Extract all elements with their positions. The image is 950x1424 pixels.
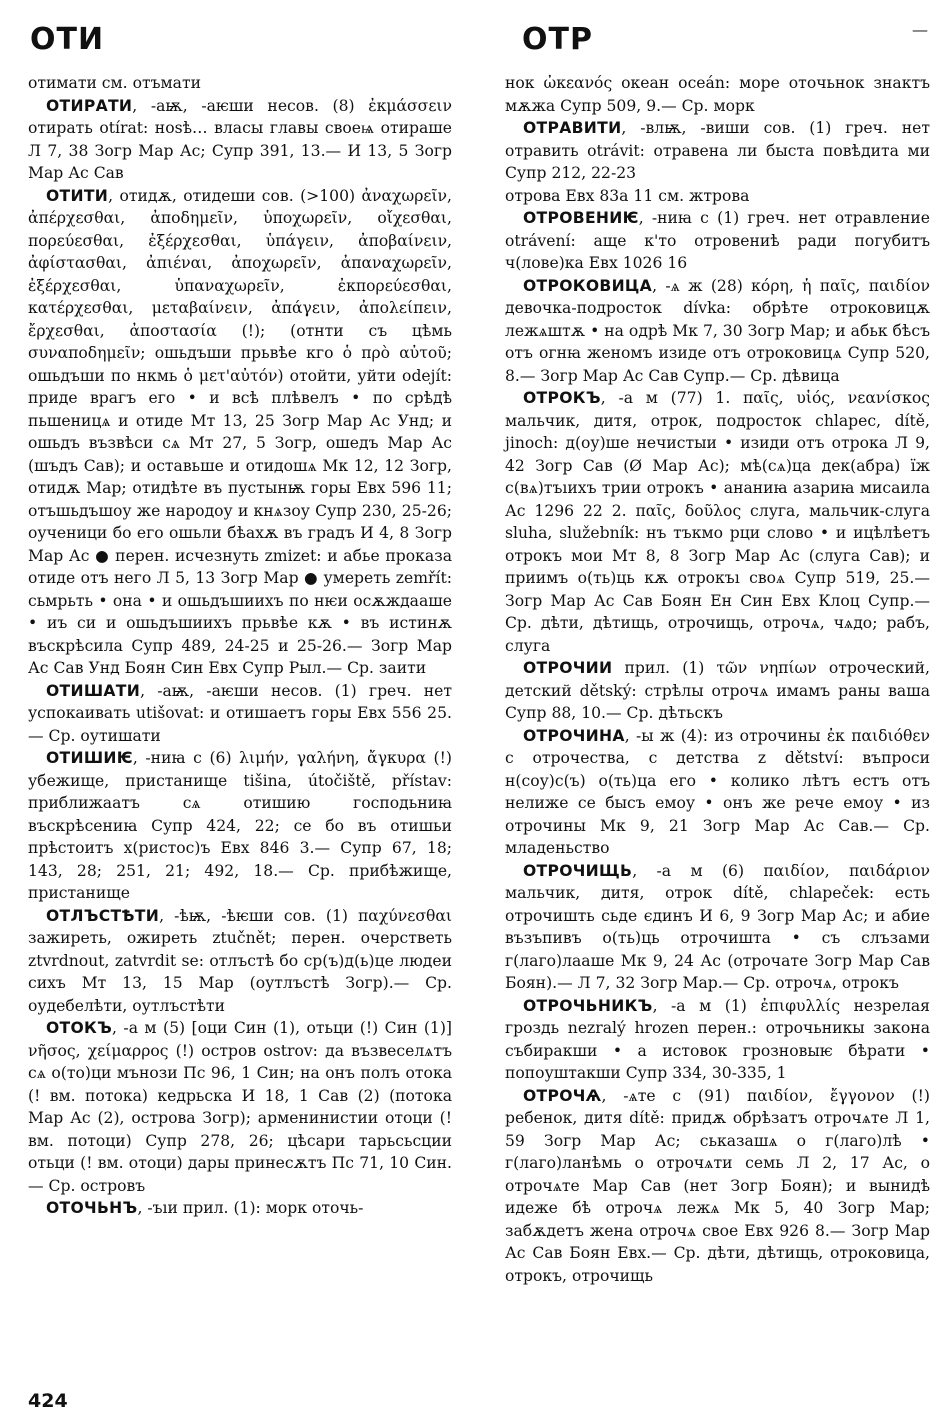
entry-body: , -ѧ ж (28) κόρη, ἡ παῖς, παιδίον девочка-подросток dívka: обрѣте отроковицѫ лежѧштѫ • на одрѣ Мк 7, 30 Зогр Мар; и абьк бѣсъ отъ огнꙗ женомъ изиде отъ отроковицѧ Супр 520, 8.— Зогр Мар Ас Сав Супр.— Ср. дѣвица xyxy=(505,276,930,385)
dictionary-entry xyxy=(505,995,930,1085)
entry-headword: ОТИШАТИ xyxy=(46,681,141,700)
entry-headword: ОТИРАТИ xyxy=(46,96,133,115)
entry-headword: ОТРОЧѦ xyxy=(523,1086,602,1105)
entry-headword: ОТОКЪ xyxy=(46,1019,113,1037)
dictionary-entry xyxy=(505,860,930,995)
entry-headword: ОТРОЧИНА xyxy=(523,726,625,745)
dictionary-entry xyxy=(505,725,930,860)
dictionary-entry xyxy=(505,1085,930,1288)
entry-body: , -ы ж (4): из отрочины ἐκ παιδιόθεν с отрочества, с детства z dětství: въпроси н(соу)с(ъ) о(ть)ца его • колико лѣтъ естъ отъ нелиже се бысъ емоу • онъ же рече емоу • из отрочины Мк 9, 21 Зогр Мар Ас Сав.— Ср. младеньство xyxy=(505,726,930,857)
dictionary-entry xyxy=(28,905,452,1018)
dictionary-entry xyxy=(505,657,930,725)
entry-headword: ОТРОЧЬНИКЪ xyxy=(523,996,653,1015)
dictionary-entry xyxy=(505,185,930,208)
running-head-right: ОТР xyxy=(522,22,593,57)
entry-headword: ОТРОЧИИ xyxy=(523,659,613,677)
dictionary-entry xyxy=(505,72,930,117)
dictionary-entry xyxy=(28,95,452,185)
running-head-left: ОТИ xyxy=(30,22,105,57)
entry-headword: ОТИТИ xyxy=(46,186,109,205)
dictionary-entry xyxy=(505,117,930,185)
entry-body: прил. (1) τῶν νηπίων отроческий, детский dětský: стрѣлы отрочѧ имамъ раны ваша Супр 88, 10.— Ср. дѣтьскъ xyxy=(505,659,930,722)
entry-headword: ОТИШИѤ xyxy=(46,749,133,767)
right-column xyxy=(505,72,930,1287)
entry-body: , -а м (1) ἐπιφυλλίς незрелая гроздь nezralý hrozen перен.: отрочьникы закона събиракши • а истовок грозновыѥ бѣрати • попоуштакши Супр 334, 30-335, 1 xyxy=(505,996,930,1082)
page-number: 424 xyxy=(28,1390,68,1412)
dictionary-entry xyxy=(505,387,930,657)
entry-body: , -ѣѭ, -ѣѥши сов. (1) παχύνεσθαι зажиреть, ожиреть ztučnět; перен. очерстветь ztvrdnout, zatvrdit se: отлъстѣ бо ср(ъ)д(ь)це людеи сихъ Мт 13, 15 Мар (оутлъстѣ Зогр).— Ср. оудебелѣти, оутлъстѣти xyxy=(28,906,452,1015)
dictionary-entry xyxy=(505,207,930,275)
entry-headword: ОТЛЪСТѢТИ xyxy=(46,906,160,925)
dictionary-entry xyxy=(28,1017,452,1197)
entry-body: отимати см. отъмати xyxy=(28,74,201,92)
entry-body: , -аѭ, -аѥши несов. (8) ἐκμάσσειν отирать otírat: ноѕѣ… власы главы своеѩ отираше Л 7, 38 Зогр Мар Ас; Супр 391, 13.— И 13, 5 Зогр Мар Ас Сав xyxy=(28,96,452,182)
entry-body: , -а м (5) [оци Син (1), отьци (!) Син (1)] νῆσος, χείμαρρος (!) остров ostrov: да възвеселѧтъ сѧ о(то)ци мънози Пс 96, 1 Син; на онъ полъ отока (! вм. потока) кедрьска И 18, 1 Сав (2) (потока Мар Ас (2), острова Зогр); арменинистии отоци (! вм. потоци) Супр 278, 26; цѣсари тарьсьсции отьци (! вм. отоци) дары принесѫтъ Пс 71, 10 Син.— Ср. островъ xyxy=(28,1019,452,1195)
entry-body: , -влѭ, -виши сов. (1) греч. нет отравить otrávit: отравена ли быста повѣдита ми Супр 212, 22-23 xyxy=(505,119,930,182)
entry-body: , -ѧте с (91) παιδίον, ἔγγονον (!) ребенок, дитя dítě: придѫ обрѣзатъ отрочѧте Л 1, 59 Зогр Мар Ас; ськазашѧ о г(лаго)лѣ • г(лаго)ланѣмь о отрочѧти семь Л 2, 17 Ас, о отрочѧте Мар Сав (нет Зогр Боян); и вынидѣ идеже бѣ отрочѧ лежѧ Мк 5, 40 Зогр Мар; забѫдетъ жена отрочѧ свое Евх 926 8.— Зогр Мар Ас Сав Боян Евх.— Ср. дѣти, дѣтищь, отроковица, отрокъ, отрочищь xyxy=(505,1086,930,1285)
entry-body: , отидѫ, отидеши сов. (>100) ἀναχωρεῖν, ἀπέρχεσθαι, ἀποδημεῖν, ὑποχωρεῖν, οἴχεσθαι, πορεύεσθαι, ἐξέρχεσθαι, ὑπάγειν, ἀποβαίνειν, ἀφίστασθαι, ἀπιέναι, ἀποχωρεῖν, ἀπαναχωρεῖν, ἐξέρχεσθαι, ὑπαναχωρεῖν, ἐκπορεύεσθαι, κατέρχεσθαι, μεταβαίνειν, ἀπάγειν, ἀπολείπειν, ἔρχεσθαι, ἀποστασία (!); (отнти съ цѣмь συναποδημεῖν; ошьдъши прьвѣе кго ὁ πρὸ αὐτοῦ; ошьдъши по нкмь ὁ μετ'αὐτόν) отойти, уйти odejít: приде врагъ его • и всѣ плѣвелъ • по срѣдѣ пьшеницѧ и отиде Мт 13, 25 Зогр Мар Ас Унд; и ошьдъ възвѣси сѧ Мт 27, 5 Зогр, ошедъ Мар Ас (шъдъ Сав); и оставьше и отидошѧ Мк 12, 12 Зогр, отидѫ Мар; отидѣте въ пустынѭ горы Евх 596 11; отъшьдъшоу же народоу и кнѧзоу Супр 230, 25-26; оученици бо его ошьли бѣахѫ въ градъ И 4, 8 Зогр Мар Ас ● перен. исчезнуть zmizet: и абье проказа отиде отъ него Л 5, 13 Зогр Мар ● умереть zemřít: сьмрьть • она • и ошьдъшиихъ по нѥи осѫждааше • иъ си и ошьдъшиихъ прьвѣе кѫ • въ истинѫ въскрѣсила Супр 489, 24-25 и 25-26.— Зогр Мар Ас Сав Унд Боян Син Евх Супр Рыл.— Ср. заити xyxy=(28,186,452,677)
entry-headword: ОТРОВЕНИѤ xyxy=(523,209,639,227)
entry-headword: ОТРОЧИЩЬ xyxy=(523,861,633,880)
left-column xyxy=(28,72,452,1220)
dictionary-entry xyxy=(28,1197,452,1220)
dictionary-entry xyxy=(28,185,452,680)
entry-body: , -а м (77) 1. παῖς, υἱός, νεανίσκος мальчик, дитя, отрок, подросток chlapec, dítě, jinoch: д(оу)ше нечистыи • изиди отъ отрока Л 9, 42 Зогр Сав (Ø Мар Ас); мѣ(сѧ)ца дек(абра) їж с(вѧ)тъıихъ трии отрокъ • ананиꙗ азариꙗ мисаила Ас 1296 22 2. παῖς, δοῦλος слуга, мальчик-слуга sluha, služebník: нъ тъкмо рци слово • и ицѣлѣетъ отрокъ мои Мт 8, 8 Зогр Мар Ас (слуга Сав); и приимъ о(ть)ць кѫ отрокъı своѧ Супр 519, 25.— Зогр Мар Ас Сав Боян Ен Син Евх Клоц Супр.— Ср. дѣти, дѣтищь, отрочищь, отрочѧ, чѧдо; рабъ, слуга xyxy=(505,389,930,655)
entry-body: нок ὠκεανός океан oceán: море оточьнок знактъ мѫжа Супр 509, 9.— Ср. морк xyxy=(505,74,930,115)
entry-headword: ОТРОКЪ xyxy=(523,389,601,407)
dictionary-entry xyxy=(28,747,452,905)
entry-body: отрова Евх 83а 11 см. жтрова xyxy=(505,186,750,205)
dictionary-entry xyxy=(28,72,452,95)
entry-body: , -ъıи прил. (1): морк оточь- xyxy=(137,1199,364,1217)
dictionary-entry xyxy=(28,680,452,748)
entry-body: , -ниꙗ с (1) греч. нет отравление otrávení: аще к'то отровениѣ ради погубитъ ч(лове)ка Евх 1026 16 xyxy=(505,209,930,272)
dictionary-entry xyxy=(505,275,930,388)
entry-body: , -ниꙗ с (6) λιμήν, γαλήνη, ἄγκυρα (!) убежище, пристанище tišina, útočiště, přístav: приближаатъ сѧ отишию господьниꙗ въскрѣсениꙗ Супр 424, 22; се бо въ отишьи прѣстоитъ х(ристос)ъ Евх 846 3.— Супр 67, 18; 143, 28; 251, 21; 492, 18.— Ср. прибѣжище, пристанище xyxy=(28,749,452,902)
entry-headword: ОТРОКОВИЦА xyxy=(523,276,653,295)
entry-body: , -аѭ, -аѥши несов. (1) греч. нет успокаивать utišovat: и отишаетъ горы Евх 556 25.— Ср. оутишати xyxy=(28,681,452,745)
entry-headword: ОТРАВИТИ xyxy=(523,119,622,137)
corner-mark: — xyxy=(912,20,928,39)
entry-headword: ОТОЧЬНЪ xyxy=(46,1199,138,1217)
entry-body: , -а м (6) παιδίον, παιδάριον мальчик, дитя, отрок dítě, chlapeček: есть отрочишть сьде єдинъ И 6, 9 Зогр Мар Ас; и абие възъпивъ о(ть)ць отрочиштa • съ слъзами г(лаго)лааше Мк 9, 24 Ас (отрочате Зогр Мар Сав Боян).— Л 7, 32 Зогр Мар.— Ср. отрочѧ, отрокъ xyxy=(505,861,930,992)
